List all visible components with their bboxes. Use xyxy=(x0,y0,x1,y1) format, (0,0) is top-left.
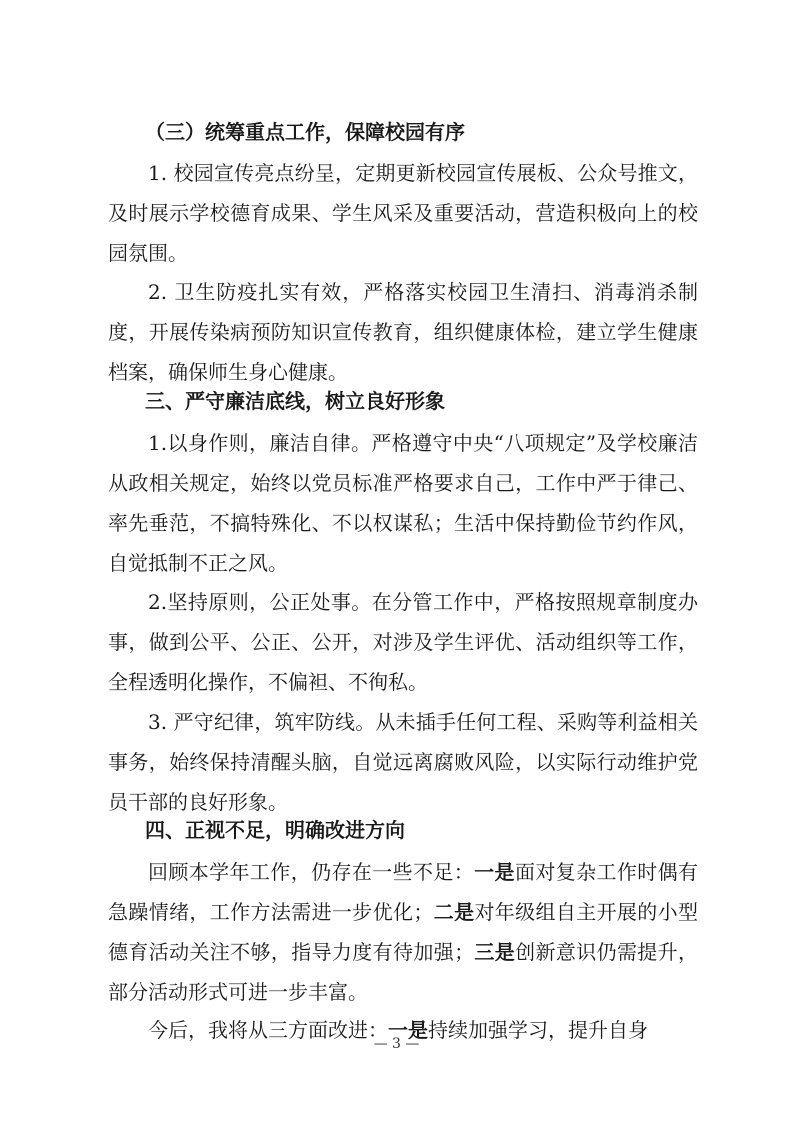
paragraph-health xyxy=(108,272,698,392)
review-text-2: 对年级组自主开展的小型德育活动关注不够，指导力度有待加强； xyxy=(108,900,699,964)
section-heading-3: 三、严守廉洁底线，树立良好形象 xyxy=(145,389,445,413)
paragraph-principle-text: 2.坚持原则，公正处事。在分管工作中，严格按照规章制度办事，做到公平、公正、公开，对涉及学生评优、活动组织等工作，全程透明化操作，不偏袒、不徇私。 xyxy=(108,590,698,694)
paragraph-publicity xyxy=(108,153,698,273)
paragraph-health-text: 2. 卫生防疫扎实有效，严格落实校园卫生清扫、消毒消杀制度，开展传染病预防知识宣传教育，组织健康体检，建立学生健康档案，确保师生身心健康。 xyxy=(108,280,698,384)
review-key-3: 三是 xyxy=(474,940,516,964)
paragraph-discipline-text: 3. 严守纪律，筑牢防线。从未插手任何工程、采购等利益相关事务，始终保持清醒头脑，自觉远离腐败风险，以实际行动维护党员干部的良好形象。 xyxy=(108,710,698,814)
review-text-1: 面对复杂工作时偶有急躁情绪，工作方法需进一步优化； xyxy=(108,860,699,924)
review-key-2: 二是 xyxy=(433,900,475,924)
future-text-1: 持续加强学习，提升自身 xyxy=(428,1018,648,1042)
paragraph-integrity xyxy=(108,423,698,583)
review-text-3: 创新意识仍需提升，部分活动形式可进一步丰富。 xyxy=(108,940,699,1004)
paragraph-integrity-text: 1.以身作则，廉洁自律。严格遵守中央“八项规定”及学校廉洁从政相关规定，始终以党员标准严格要求自己，工作中严于律己、率先垂范，不搞特殊化、不以权谋私；生活中保持勤俭节约作风，自觉抵制不正之风。 xyxy=(108,431,698,575)
paragraph-review xyxy=(108,852,698,1012)
future-lead: 今后，我将从三方面改进： xyxy=(148,1018,388,1042)
paragraph-publicity-text: 1. 校园宣传亮点纷呈，定期更新校园宣传展板、公众号推文，及时展示学校德育成果、学生风采及重要活动，营造积极向上的校园氛围。 xyxy=(108,161,698,265)
future-key-1: 一是 xyxy=(388,1018,428,1042)
review-lead: 回顾本学年工作，仍存在一些不足： xyxy=(148,860,475,884)
section-heading-3-3: （三）统筹重点工作，保障校园有序 xyxy=(145,120,465,144)
section-heading-4: 四、正视不足，明确改进方向 xyxy=(145,818,405,842)
review-key-1: 一是 xyxy=(474,860,515,884)
page-number: — 3 — xyxy=(373,1036,420,1052)
paragraph-discipline xyxy=(108,702,698,822)
paragraph-principle xyxy=(108,582,698,702)
